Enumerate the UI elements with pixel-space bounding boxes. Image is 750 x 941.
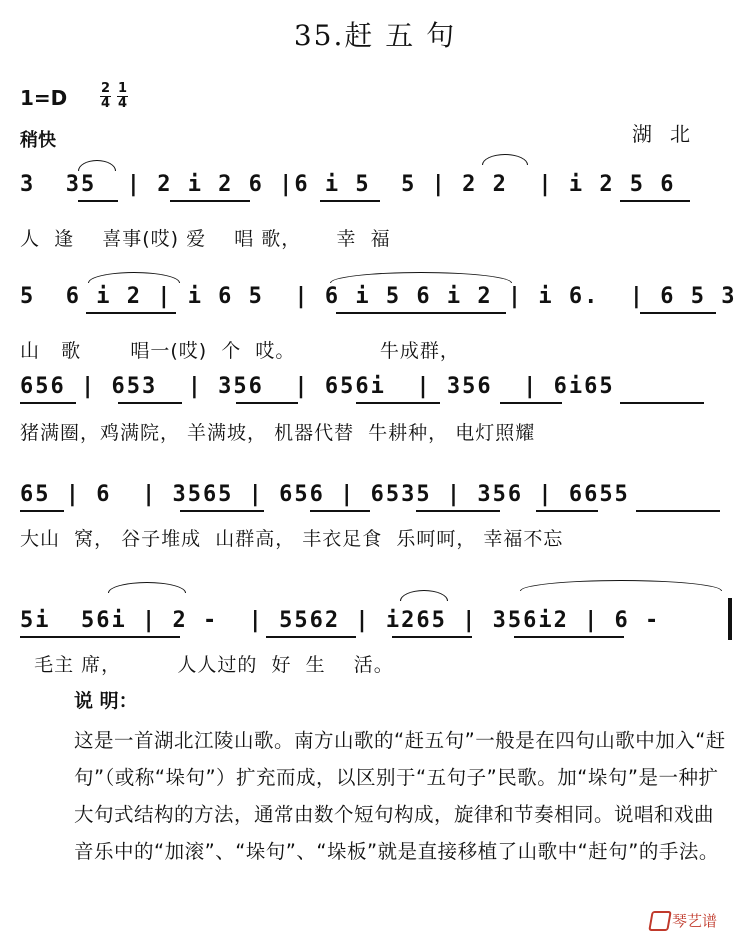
site-logo bbox=[650, 910, 717, 931]
beam bbox=[180, 510, 264, 512]
meter-numerator: 1 bbox=[118, 81, 128, 96]
slur bbox=[482, 154, 528, 165]
beam bbox=[170, 200, 250, 202]
beam bbox=[636, 510, 720, 512]
beam bbox=[392, 636, 472, 638]
explanation-text: 这是一首湖北江陵山歌。南方山歌的“赶五句”一般是在四句山歌中加入“赶句”（或称“垛句”）扩充而成，以区别于“五句子”民歌。加“垛句”是一种扩大句式结构的方法，通常由数个短句构成，旋律和节奏相同。说唱和戏曲音乐中的“加滚”、“垛句”、“垛板”就是直接移植了山歌中“赶句”的手法。 bbox=[74, 729, 726, 863]
time-signatures bbox=[100, 82, 128, 111]
logo-icon bbox=[648, 911, 672, 931]
beam bbox=[356, 402, 440, 404]
beam bbox=[266, 636, 356, 638]
beam bbox=[78, 200, 118, 202]
beam bbox=[620, 402, 704, 404]
lyric-line-1: 人 逢 喜事(哎) 爱 唱 歌， 幸 福 bbox=[20, 228, 391, 250]
tempo-marking: 稍快 bbox=[20, 130, 56, 151]
beam bbox=[640, 312, 716, 314]
page-title: 35.赶 五 句 bbox=[293, 19, 457, 52]
logo-text: 琴艺谱 bbox=[672, 912, 718, 930]
slur bbox=[330, 272, 512, 283]
meter-denominator: 4 bbox=[118, 96, 128, 111]
key-signature: 1=D bbox=[20, 86, 68, 110]
beam bbox=[20, 402, 76, 404]
explanation-heading: 说 明： bbox=[74, 690, 138, 712]
beam bbox=[416, 510, 500, 512]
lyric-line-5: 毛主 席， 人人过的 好 生 活。 bbox=[20, 654, 394, 676]
time-signature-1-4 bbox=[117, 82, 128, 111]
score-line-5 bbox=[20, 596, 732, 640]
beam bbox=[310, 510, 370, 512]
score-line-1 bbox=[20, 160, 732, 204]
slur bbox=[78, 160, 116, 171]
beam bbox=[118, 402, 182, 404]
notation-line: 5 6 i 2 | i 6 5 | 6 i 5 6 i 2 | i 6. | 6 5 3 bbox=[20, 284, 737, 309]
score-line-2 bbox=[20, 272, 737, 316]
lyric-line-3: 猪满圈，鸡满院， 羊满坡， 机器代替 牛耕种， 电灯照耀 bbox=[20, 422, 536, 444]
region-label: 湖北 bbox=[632, 122, 708, 146]
beam bbox=[336, 312, 506, 314]
beam bbox=[536, 510, 598, 512]
notation-line: 3 35 | 2 i 2 6 |6 i 5 5 | 2 2 | i 2 5 6 bbox=[20, 172, 691, 197]
beam bbox=[86, 312, 176, 314]
slur bbox=[400, 590, 448, 601]
beam bbox=[514, 636, 624, 638]
notation-line: 656 | 653 | 356 | 656i | 356 | 6i65 bbox=[20, 374, 615, 399]
final-barline bbox=[728, 598, 732, 640]
beam bbox=[20, 636, 180, 638]
slur bbox=[108, 582, 186, 593]
beam bbox=[320, 200, 380, 202]
meter-numerator: 2 bbox=[101, 81, 111, 96]
beam bbox=[620, 200, 690, 202]
slur bbox=[88, 272, 180, 283]
time-signature-2-4 bbox=[100, 82, 111, 111]
notation-line: 65 | 6 | 3565 | 656 | 6535 | 356 | 6655 bbox=[20, 482, 630, 507]
meter-denominator: 4 bbox=[101, 96, 111, 111]
score-line-3 bbox=[20, 362, 732, 406]
beam bbox=[20, 510, 64, 512]
notation-line: 5i 56i | 2 - | 5562 | i265 | 356i2 | 6 - bbox=[20, 608, 661, 633]
slur bbox=[520, 580, 722, 591]
score-line-4 bbox=[20, 470, 732, 514]
lyric-line-4: 大山 窝， 谷子堆成 山群高， 丰衣足食 乐呵呵， 幸福不忘 bbox=[20, 528, 564, 550]
beam bbox=[500, 402, 562, 404]
beam bbox=[236, 402, 298, 404]
explanation-paragraph bbox=[74, 722, 730, 870]
lyric-line-2: 山 歌 唱一(哎) 个 哎。 牛成群， bbox=[20, 340, 460, 362]
